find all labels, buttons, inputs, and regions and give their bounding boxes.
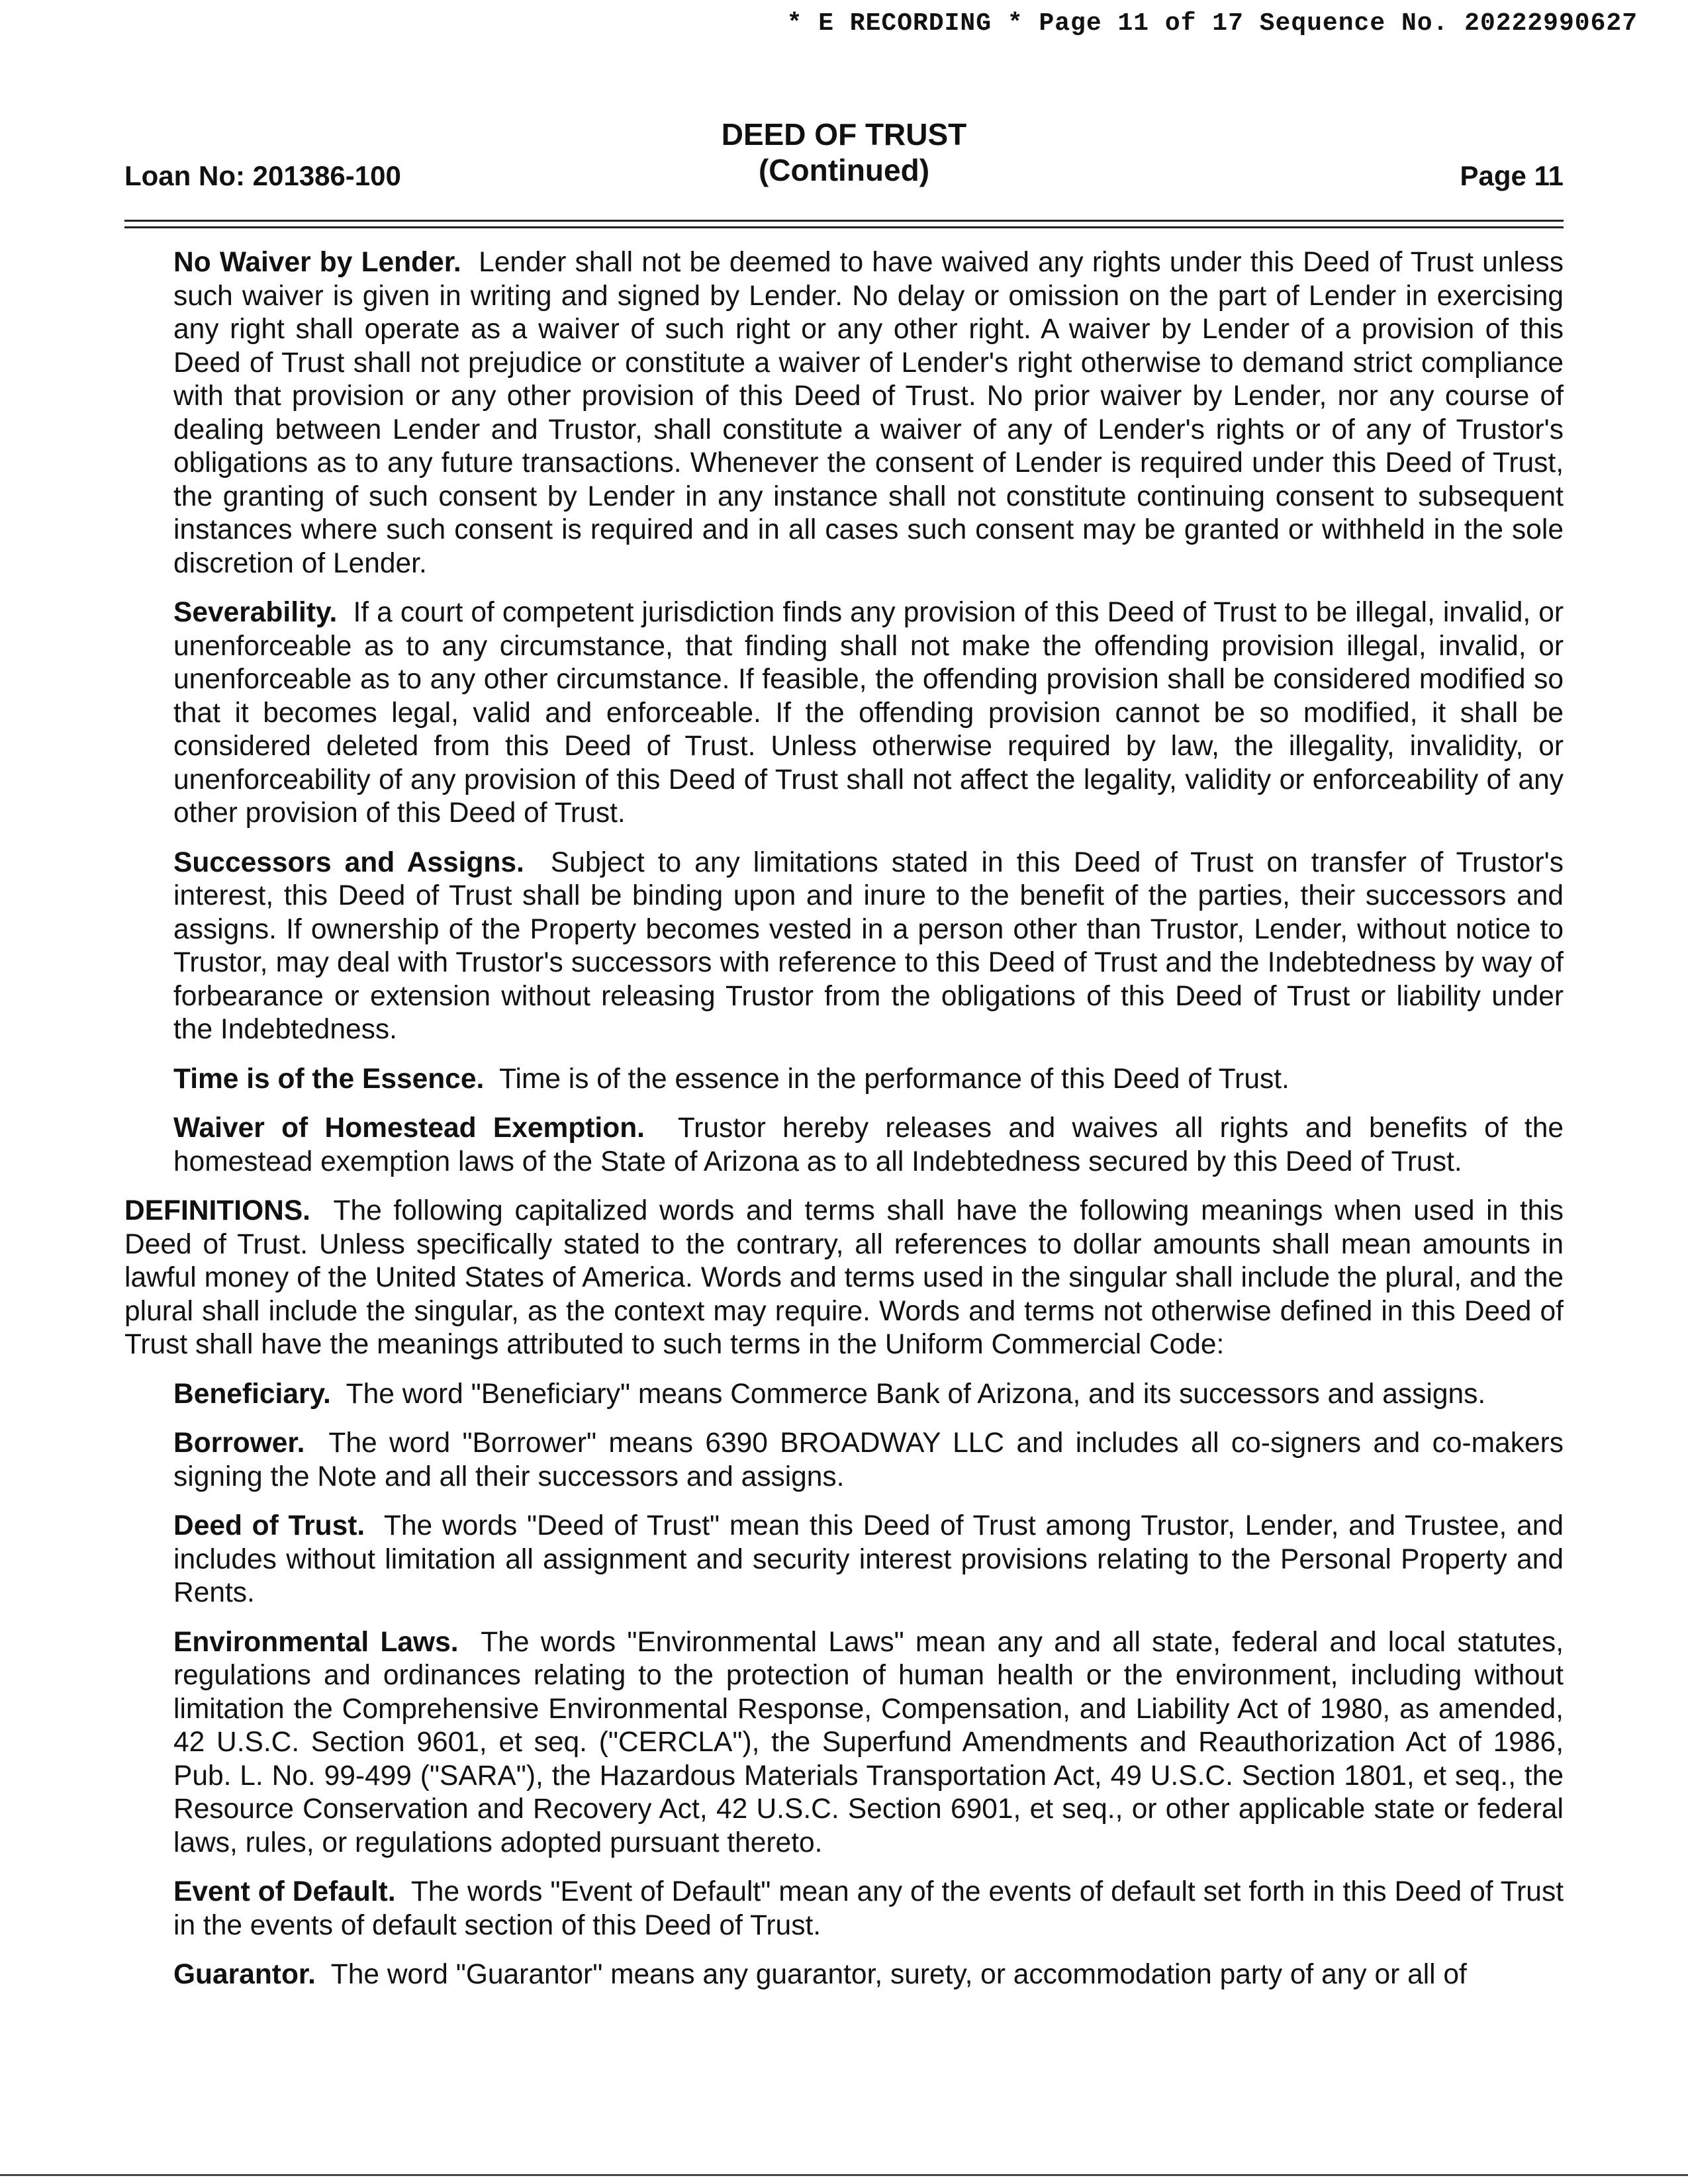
definition-deed-of-trust [173, 1510, 1564, 1610]
document-subtitle: (Continued) [758, 153, 930, 187]
definition-text: The words "Deed of Trust" mean this Deed of Trust among Trustor, Lender, and Trustee, and includes without limitation all assignment and security interest provisions relating to the Personal Property and Rents. [173, 1510, 1564, 1608]
definition-text: The word "Guarantor" means any guarantor, surety, or accommodation party of any or all of [330, 1959, 1467, 1990]
section-heading: Waiver of Homestead Exemption. [173, 1113, 645, 1144]
page-number: Page 11 [1460, 160, 1564, 191]
section-heading: Time is of the Essence. [173, 1063, 485, 1095]
section-heading: No Waiver by Lender. [173, 247, 461, 278]
definition-event-of-default [173, 1876, 1564, 1942]
section-text: Trustor hereby releases and waives all rights and benefits of the homestead exemption laws of the State of Arizona as to all Indebtedness secured by this Deed of Trust. [173, 1113, 1564, 1177]
recording-stamp: * E RECORDING * Page 11 of 17 Sequence No. 20222990627 [786, 9, 1638, 38]
section-homestead [173, 1112, 1564, 1179]
loan-number: Loan No: 201386-100 [124, 160, 401, 191]
page-header [124, 116, 1564, 195]
definition-term: Guarantor. [173, 1959, 316, 1990]
definition-beneficiary [173, 1378, 1564, 1412]
section-text: Subject to any limitations stated in this Deed of Trust on transfer of Trustor's interest, this Deed of Trust shall be binding upon and inure to the benefit of the parties, their successors and assigns. If ownership of the Property becomes vested in a person other than Trustor, Lender, without notice to Trustor, may deal with Trustor's successors with reference to this Deed of Trust and the Indebtedness by way of forbearance or extension without releasing Trustor from the obligations of this Deed of Trust or liability under the Indebtedness. [173, 846, 1564, 1045]
definition-term: Event of Default. [173, 1876, 396, 1907]
header-divider [124, 220, 1564, 222]
section-time-essence [173, 1063, 1564, 1097]
section-text: Time is of the essence in the performance of this Deed of Trust. [499, 1063, 1289, 1095]
section-text: If a court of competent jurisdiction finds any provision of this Deed of Trust to be illegal, invalid, or unenforceable as to any circumstance, that finding shall not make the offending provision illegal, invalid, or unenforceable as to any other circumstance. If feasible, the offending provision shall be considered modified so that it becomes legal, valid and enforceable. If the offending provision cannot be so modified, it shall be considered deleted from this Deed of Trust. Unless otherwise required by law, the illegality, invalidity, or unenforceability of any provision of this Deed of Trust shall not affect the legality, validity or enforceability of any other provision of this Deed of Trust. [173, 597, 1564, 829]
definition-text: The word "Beneficiary" means Commerce Bank of Arizona, and its successors and assigns. [346, 1378, 1486, 1410]
definition-term: Borrower. [173, 1428, 305, 1459]
definition-term: Beneficiary. [173, 1378, 331, 1410]
document-title: DEED OF TRUST [721, 117, 967, 152]
document-body [124, 246, 1564, 2008]
definition-text: The words "Event of Default" mean any of the events of default set forth in this Deed of Trust in the events of default section of this Deed of Trust. [173, 1876, 1564, 1941]
section-severability [173, 596, 1564, 831]
definition-text: The words "Environmental Laws" mean any and all state, federal and local statutes, regulations and ordinances relating to the protection of human health or the environment, including without limitation the Comprehensive Environmental Response, Compensation, and Liability Act of 1980, as amended, 42 U.S.C. Section 9601, et seq. ("CERCLA"), the Superfund Amendments and Reauthorization Act of 1986, Pub. L. No. 99-499 ("SARA"), the Hazardous Materials Transportation Act, 49 U.S.C. Section 1801, et seq., the Resource Conservation and Recovery Act, 42 U.S.C. Section 6901, et seq., or other applicable state or federal laws, rules, or regulations adopted pursuant thereto. [173, 1626, 1564, 1858]
definition-environmental-laws [173, 1626, 1564, 1860]
section-no-waiver [173, 246, 1564, 580]
header-divider [124, 226, 1564, 228]
definitions-intro [124, 1195, 1564, 1362]
definition-guarantor [173, 1958, 1564, 1992]
definition-text: The word "Borrower" means 6390 BROADWAY LLC and includes all co-signers and co-makers signing the Note and all their successors and assigns. [173, 1428, 1564, 1492]
definition-term: Deed of Trust. [173, 1510, 365, 1541]
definitions-heading: DEFINITIONS. [124, 1195, 310, 1226]
section-heading: Severability. [173, 597, 338, 628]
section-heading: Successors and Assigns. [173, 846, 524, 878]
document-title-block [124, 116, 1564, 188]
definition-term: Environmental Laws. [173, 1626, 459, 1658]
definitions-text: The following capitalized words and terms shall have the following meanings when used in this Deed of Trust. Unless specifically stated to the contrary, all references to dollar amounts shall mean amounts in lawful money of the United States of America. Words and terms used in the singular shall include the plural, and the plural shall include the singular, as the context may require. Words and terms not otherwise defined in this Deed of Trust shall have the meanings attributed to such terms in the Uniform Commercial Code: [124, 1195, 1564, 1360]
section-text: Lender shall not be deemed to have waived any rights under this Deed of Trust unless such waiver is given in writing and signed by Lender. No delay or omission on the part of Lender in exercising any right shall operate as a waiver of such right or any other right. A waiver by Lender of a provision of this Deed of Trust shall not prejudice or constitute a waiver of Lender's right otherwise to demand strict compliance with that provision or any other provision of this Deed of Trust. No prior waiver by Lender, nor any course of dealing between Lender and Trustor, shall constitute a waiver of any of Lender's rights or of any of Trustor's obligations as to any future transactions. Whenever the consent of Lender is required under this Deed of Trust, the granting of such consent by Lender in any instance shall not constitute continuing consent to subsequent instances where such consent is required and in all cases such consent may be granted or withheld in the sole discretion of Lender. [173, 247, 1564, 579]
definition-borrower [173, 1427, 1564, 1494]
section-successors [173, 846, 1564, 1047]
bottom-edge-line [0, 2174, 1688, 2176]
